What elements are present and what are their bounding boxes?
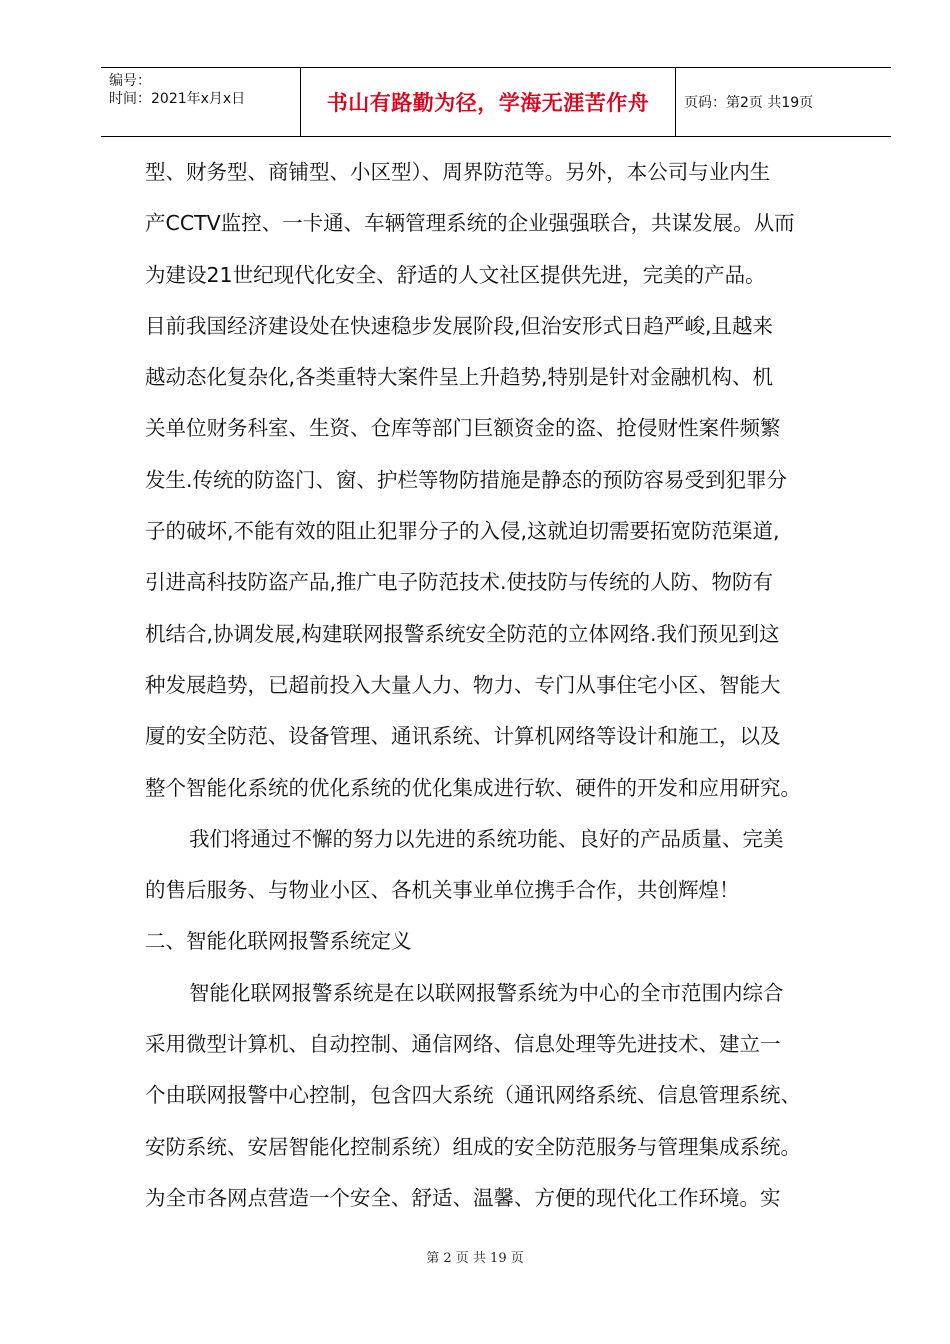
body-line: 型、财务型、商铺型、小区型）、周界防范等。另外，本公司与业内生 <box>145 160 771 184</box>
header-motto-cell <box>301 68 676 136</box>
body-line: 种发展趋势，已超前投入大量人力、物力、专门从事住宅小区、智能大 <box>145 672 781 697</box>
body-line: 整个智能化系统的优化系统的优化集成进行软、硬件的开发和应用研究。 <box>145 775 801 800</box>
header-page-cell <box>676 68 891 136</box>
body-line: 子的破坏,不能有效的阻止犯罪分子的入侵,这就迫切需要拓宽防范渠道, <box>145 519 780 544</box>
body-line: 为全市各网点营造一个安全、舒适、温馨、方便的现代化工作环境。实 <box>145 1185 781 1210</box>
section-heading: 二、智能化联网报警系统定义 <box>145 929 412 954</box>
body-line: 为建设21世纪现代化安全、舒适的人文社区提供先进，完美的产品。 <box>145 262 766 287</box>
body-line: 越动态化复杂化,各类重特大案件呈上升趋势,特别是针对金融机构、机 <box>145 365 774 390</box>
header-meta-cell <box>101 68 301 136</box>
body-line: 机结合,协调发展,构建联网报警系统安全防范的立体网络.我们预见到这 <box>145 621 780 646</box>
body-line: 发生.传统的防盗门、窗、护栏等物防措施是静态的预防容易受到犯罪分 <box>145 467 788 492</box>
body-line: 目前我国经济建设处在快速稳步发展阶段,但治安形式日趋严峻,且越来 <box>145 313 774 338</box>
body-line: 采用微型计算机、自动控制、通信网络、信息处理等先进技术、建立一 <box>145 1032 781 1057</box>
document-number-label: 编号： <box>109 73 151 89</box>
header-page-info: 页码：第2页 共19页 <box>684 95 814 111</box>
body-line: 安防系统、安居智能化控制系统）组成的安全防范服务与管理集成系统。 <box>145 1134 801 1159</box>
body-line: 智能化联网报警系统是在以联网报警系统为中心的全市范围内综合 <box>189 980 784 1005</box>
page-header <box>101 67 891 137</box>
page-footer: 第 2 页 共 19 页 <box>426 1251 524 1266</box>
document-time-label: 时间：2021年x月x日 <box>109 91 246 107</box>
body-line: 产CCTV监控、一卡通、车辆管理系统的企业强强联合，共谋发展。从而 <box>145 211 795 236</box>
body-line: 关单位财务科室、生资、仓库等部门巨额资金的盗、抢侵财性案件频繁 <box>145 416 781 441</box>
document-body <box>145 152 855 1229</box>
body-line: 引进高科技防盗产品,推广电子防范技术.使技防与传统的人防、物防有 <box>145 570 774 595</box>
body-line: 的售后服务、与物业小区、各机关事业单位携手合作，共创辉煌！ <box>145 878 740 903</box>
header-motto: 书山有路勤为径，学海无涯苦作舟 <box>326 91 650 115</box>
body-line: 我们将通过不懈的努力以先进的系统功能、良好的产品质量、完美 <box>189 826 784 851</box>
body-line: 个由联网报警中心控制，包含四大系统（通讯网络系统、信息管理系统、 <box>145 1083 801 1108</box>
body-line: 厦的安全防范、设备管理、通讯系统、计算机网络等设计和施工，以及 <box>145 724 781 749</box>
